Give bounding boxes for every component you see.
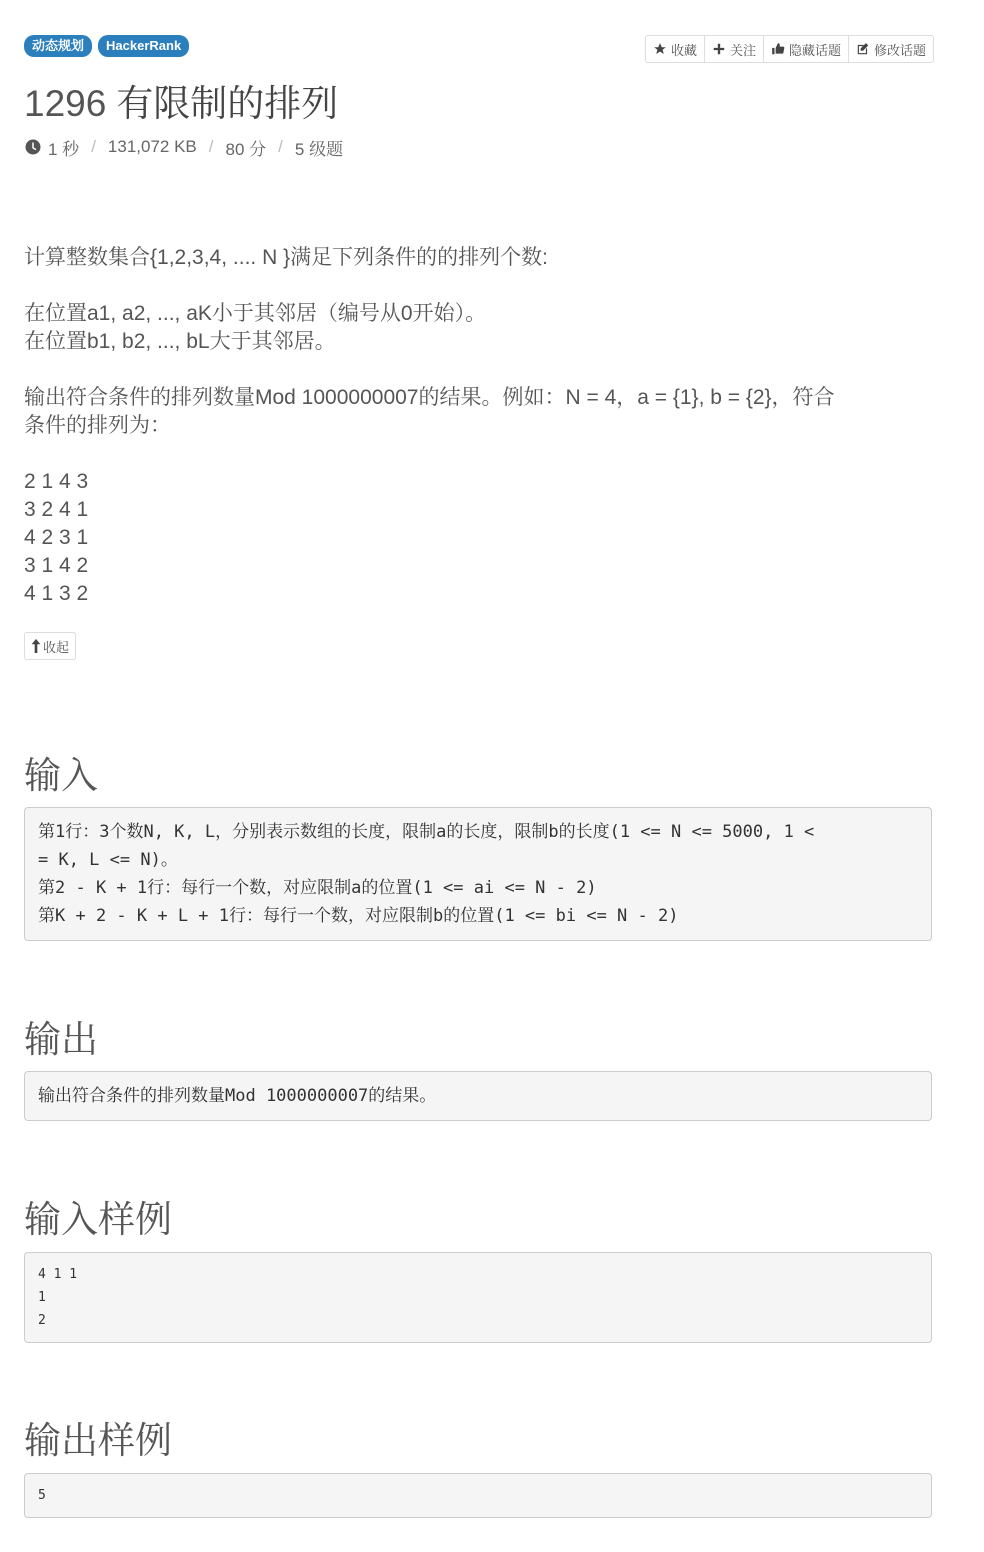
- tag-dynamic-programming[interactable]: 动态规划: [24, 35, 92, 57]
- sample-input-title: 输入样例: [24, 1199, 172, 1240]
- permutation-example: 3 2 4 1: [24, 498, 89, 521]
- input-section-title: 输入: [24, 755, 98, 796]
- description-condition-b: 在位置b1, b2, ..., bL大于其邻居。: [24, 330, 336, 353]
- output-spec-line: 输出符合条件的排列数量Mod 1000000007的结果。: [38, 1086, 437, 1106]
- tag-list: [24, 35, 189, 57]
- input-spec-line: = K, L <= N)。: [38, 850, 178, 870]
- difficulty-level: 5 级题: [294, 139, 344, 159]
- input-spec-line: 第K + 2 - K + L + 1行：每行一个数，对应限制b的位置(1 <= bi <= N - 2): [38, 906, 679, 926]
- favorite-button[interactable]: [646, 36, 704, 62]
- memory-limit: 131,072 KB: [107, 137, 197, 156]
- output-spec-box: [24, 1071, 932, 1121]
- action-toolbar: [645, 35, 934, 63]
- permutation-example: 4 2 3 1: [24, 526, 89, 549]
- description-condition-a: 在位置a1, a2, ..., aK小于其邻居（编号从0开始）。: [24, 302, 487, 325]
- score: 80 分: [225, 139, 267, 159]
- hide-topic-label: 隐藏话题: [788, 42, 841, 58]
- problem-title: 有限制的排列: [116, 83, 339, 124]
- description-intro: 计算整数集合{1,2,3,4, .... N }满足下列条件的的排列个数:: [24, 246, 548, 269]
- sample-output-line: 5: [38, 1488, 46, 1503]
- edit-topic-button[interactable]: [848, 36, 933, 62]
- clock-icon: [24, 138, 42, 156]
- hide-topic-button[interactable]: [763, 36, 848, 62]
- follow-label: 关注: [729, 42, 756, 58]
- collapse-label: 收起: [43, 639, 70, 655]
- sample-input-line: 1: [38, 1290, 46, 1305]
- sample-input-line: 2: [38, 1313, 46, 1328]
- arrow-up-icon: [31, 639, 41, 653]
- plus-icon: [712, 42, 726, 56]
- edit-topic-label: 修改话题: [873, 42, 926, 58]
- thumbs-up-icon: [771, 42, 785, 56]
- permutation-example: 3 1 4 2: [24, 554, 89, 577]
- permutation-example: 2 1 4 3: [24, 470, 89, 493]
- problem-description: [24, 244, 934, 608]
- collapse-button[interactable]: [24, 632, 76, 660]
- sample-input-line: 4 1 1: [38, 1267, 78, 1282]
- sample-input-box: [24, 1252, 932, 1343]
- input-spec-line: 第2 - K + 1行：每行一个数，对应限制a的位置(1 <= ai <= N - 2): [38, 878, 597, 898]
- sample-output-title: 输出样例: [24, 1420, 172, 1461]
- input-spec-line: 第1行：3个数N, K, L，分别表示数组的长度，限制a的长度，限制b的长度(1 <= N <= 5000, 1 <: [38, 822, 815, 842]
- sample-output-box: [24, 1473, 932, 1518]
- edit-icon: [856, 42, 870, 56]
- tag-hackerrank[interactable]: HackerRank: [98, 35, 189, 57]
- page-title: [24, 80, 338, 128]
- output-section-title: 输出: [24, 1019, 98, 1060]
- favorite-label: 收藏: [670, 42, 697, 58]
- star-icon: [653, 42, 667, 56]
- permutation-example: 4 1 3 2: [24, 582, 89, 605]
- follow-button[interactable]: [704, 36, 763, 62]
- description-output-note-cont: 条件的排列为：: [24, 414, 171, 437]
- problem-meta: 1 秒 / 131,072 KB / 80 分 / 5 级题: [24, 136, 343, 158]
- time-limit: 1 秒: [48, 139, 80, 159]
- description-output-note: 输出符合条件的排列数量Mod 1000000007的结果。例如：N = 4，a = {1}, b = {2}，符合: [24, 386, 835, 409]
- problem-id: 1296: [24, 83, 107, 124]
- input-spec-box: [24, 807, 932, 941]
